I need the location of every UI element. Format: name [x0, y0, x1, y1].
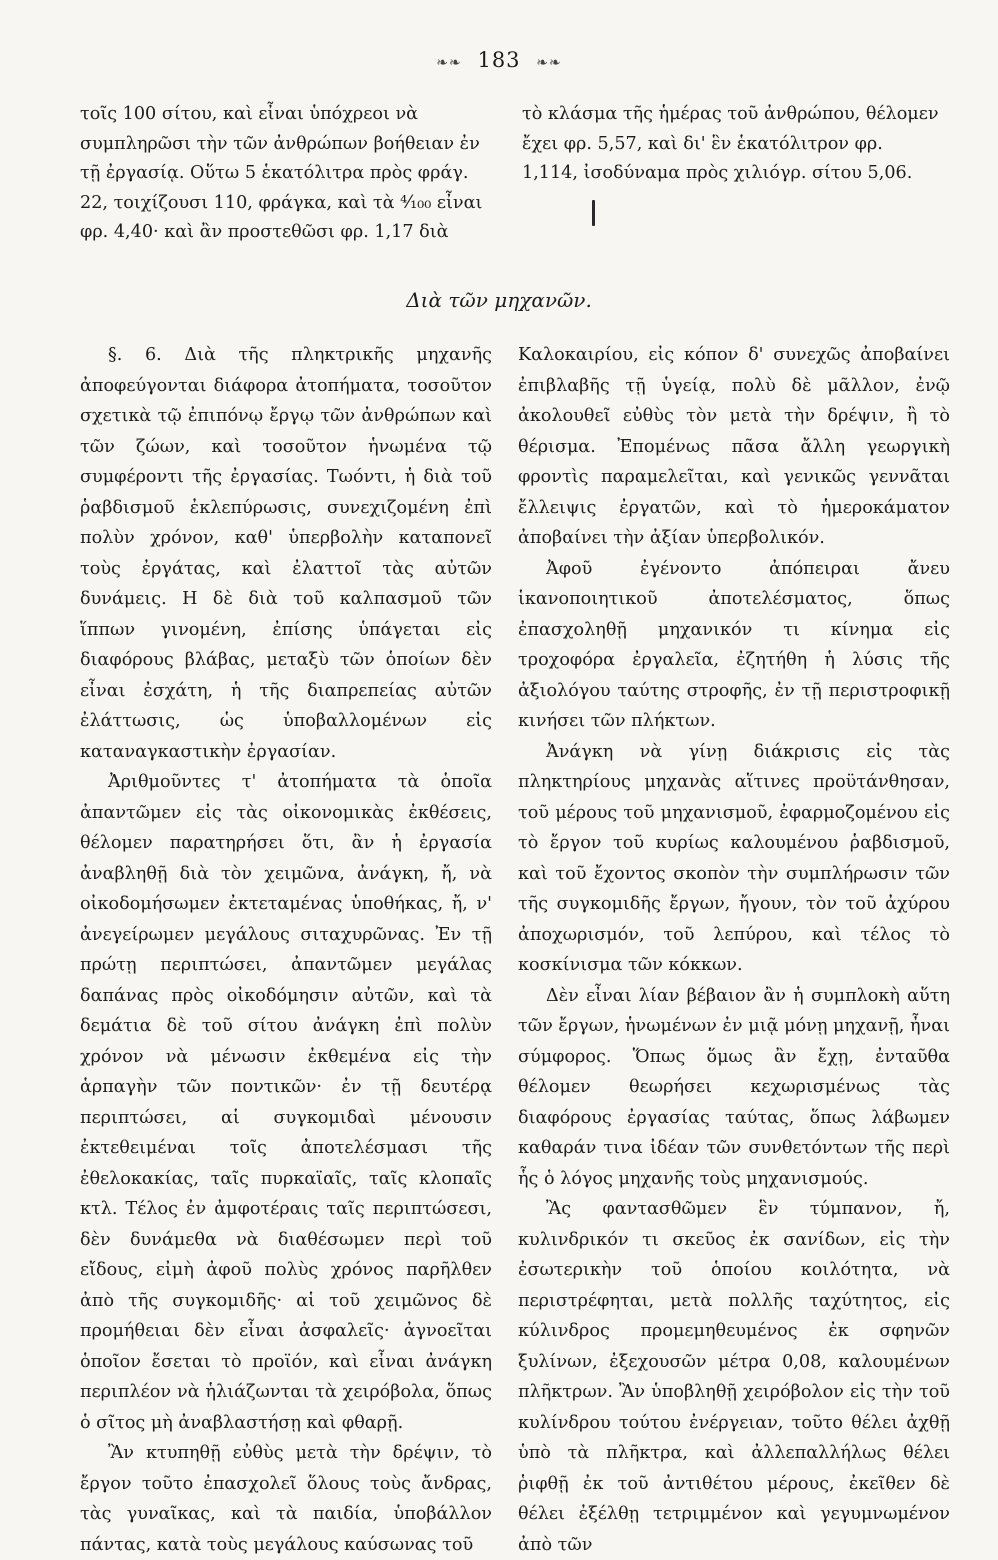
paragraph: Ἀφοῦ ἐγένοντο ἀπόπειραι ἄνευ ἱκανοποιητικοῦ ἀποτελέσματος, ὅπως ἐπασχοληθῇ μηχανικόν τι κίνημα εἰς τροχοφόρα ἐργαλεῖα, ἐζητήθη ἡ λύσις τῆς ἀξιολόγου ταύτης στροφῆς, ἐν τῇ περιστροφικῇ κινήσει τῶν πλήκτων. — [518, 558, 950, 731]
ornament-left: ❧❧ — [436, 55, 462, 71]
page-header — [0, 48, 998, 72]
paragraph: Ἂν κτυπηθῇ εὐθὺς μετὰ τὴν δρέψιν, τὸ ἔργον τοῦτο ἐπασχολεῖ ὅλους τοὺς ἄνδρας, τὰς γυναῖκας, καὶ τὰ παιδία, ὑποβάλλον πάντας, κατὰ τοὺς μεγάλους καύσωνας τοῦ — [80, 1443, 492, 1555]
ornament-right: ❧❧ — [536, 55, 562, 71]
paragraph: Ἀριθμοῦντες τ' ἀτοπήματα τὰ ὁποῖα ἀπαντῶμεν εἰς τὰς οἰκονομικὰς ἐκθέσεις, θέλομεν παρατηρήσει ὅτι, ἂν ἡ ἐργασία ἀναβληθῇ διὰ τὸν χειμῶνα, ἀνάγκη, ἤ, νὰ οἰκοδομήσωμεν ἐκτεταμένας ὑποθήκας, ἤ, ν' ἀνεγείρωμεν μεγάλους σιταχυρῶνας. Ἐν τῇ πρώτῃ περιπτώσει, ἀπαντῶμεν μεγάλας δαπάνας πρὸς οἰκοδόμησιν αὐτῶν, καὶ τὰ δεμάτια δὲ τοῦ σίτου ἀνάγκη ἐπὶ πολὺν χρόνον νὰ μένωσιν ἐκθεμένα εἰς τὴν ἁρπαγὴν τῶν ποντικῶν· ἐν τῇ δευτέρᾳ περιπτώσει, αἱ συγκομιδαὶ μένουσιν ἐκτεθειμέναι τοῖς ἀποτελέσμασι τῆς ἐθελοκακίας, ταῖς πυρκαϊαῖς, ταῖς κλοπαῖς κτλ. Τέλος ἐν ἀμφοτέραις ταῖς περιπτώσεσι, δὲν δυνάμεθα νὰ διαθέσωμεν περὶ τοῦ εἴδους, εἰμὴ ἀφοῦ πολὺς χρόνος παρῆλθεν ἀπὸ τῆς συγκομιδῆς· αἱ τοῦ χειμῶνος δὲ προμήθειαι δὲν εἶναι ἀσφαλεῖς· ἀγνοεῖται ὁποῖον ἔσεται τὸ προϊόν, καὶ εἶναι ἀνάγκη περιπλέον νὰ ἡλιάζωνται τὰ χειρόβολα, ὅπως ὁ σῖτος μὴ ἀναβλαστήσῃ καὶ φθαρῇ. — [80, 772, 492, 1433]
paragraph: Καλοκαιρίου, εἰς κόπον δ' συνεχῶς ἀποβαίνει ἐπιβλαβῆς τῇ ὑγείᾳ, πολὺ δὲ μᾶλλον, ἐνῷ ἀκολουθεῖ εὐθὺς τὸν μετὰ τὴν δρέψιν, ἢ τὸ θέρισμα. Ἐπομένως πᾶσα ἄλλη γεωργικὴ φροντὶς παραμελεῖται, καὶ γενικῶς γεννᾶται ἔλλειψις ἐργατῶν, καὶ τὸ ἡμεροκάματον ἀποβαίνει τὴν ἀξίαν ὑπερβολικόν. — [518, 345, 950, 548]
paragraph: Δὲν εἶναι λίαν βέβαιον ἂν ἡ συμπλοκὴ αὕτη τῶν ἔργων, ἡνωμένων ἐν μιᾷ μόνῃ μηχανῇ, ἦναι σύμφορος. Ὅπως ὅμως ἂν ἔχῃ, ἐνταῦθα θέλομεν θεωρήσει κεχωρισμένως τὰς διαφόρους ἐργασίας ταύτας, ὅπως λάβωμεν καθαράν τινα ἰδέαν τῶν συνθετόντων τῆς περὶ ἧς ὁ λόγος μηχανῆς τοὺς μηχανισμούς. — [518, 985, 950, 1189]
page-number: 183 — [477, 48, 521, 72]
right-column — [518, 340, 950, 1560]
ink-mark — [592, 200, 595, 226]
paragraph: τοῖς 100 σίτου, καὶ εἶναι ὑπόχρεοι νὰ συμπληρῶσι τὴν τῶν ἀνθρώπων βοήθειαν ἐν τῇ ἐργασίᾳ. Οὕτω 5 ἑκατόλιτρα πρὸς φράγ. 22, τοιχίζουσι 110, φράγκα, καὶ τὰ ⁴⁄₁₀₀ εἶναι φρ. 4,40· καὶ ἂν προστεθῶσι φρ. 1,17 διὰ — [80, 104, 483, 243]
top-left-column — [80, 100, 488, 248]
top-right-column — [522, 100, 944, 189]
paragraph: Ἀνάγκη νὰ γίνῃ διάκρισις εἰς τὰς πληκτηρίους μηχανὰς αἵτινες προϋτάνθησαν, τοῦ μέρους τοῦ μηχανισμοῦ, ἐφαρμοζομένου εἰς τὸ ἔργον τοῦ κυρίως καλουμένου ῥαβδισμοῦ, καὶ τοῦ ἔχοντος σκοπὸν τὴν συμπλήρωσιν τῶν τῆς συγκομιδῆς ἔργων, ἤγουν, τὸν τοῦ ἀχύρου ἀποχωρισμόν, τοῦ λεπύρου, καὶ τέλος τὸ κοσκίνισμα τῶν κόκκων. — [518, 741, 950, 975]
paragraph: τὸ κλάσμα τῆς ἡμέρας τοῦ ἀνθρώπου, θέλομεν ἔχει φρ. 5,57, καὶ δι' ἓν ἑκατόλιτρον φρ. 1,114, ἰσοδύναμα πρὸς χιλιόγρ. σίτου 5,06. — [522, 104, 939, 184]
paragraph: §. 6. Διὰ τῆς πληκτρικῆς μηχανῆς ἀποφεύγονται διάφορα ἀτοπήματα, τοσοῦτον σχετικὰ τῷ ἐπιπόνῳ ἔργῳ τῶν ἀνθρώπων καὶ τῶν ζώων, καὶ τοσοῦτον ἡνωμένα τῷ συμφέροντι τῆς ἐργασίας. Τωόντι, ἡ διὰ τοῦ ῥαβδισμοῦ ἐκλεπύρωσις, συνεχιζομένη ἐπὶ πολὺν χρόνον, καθ' ὑπερβολὴν καταπονεῖ τοὺς ἐργάτας, καὶ ἐλαττοῖ τὰς αὐτῶν δυνάμεις. Η δὲ διὰ τοῦ καλπασμοῦ τῶν ἵππων γινομένη, ἐπίσης ὑπάγεται εἰς διαφόρους βλάβας, μεταξὺ τῶν ὁποίων δὲν εἶναι ἐσχάτη, ἡ τῆς διαπρεπείας αὐτῶν ἐλάττωσις, ὡς ὑποβαλλομένων εἰς καταναγκαστικὴν ἐργασίαν. — [80, 345, 492, 762]
left-column — [80, 340, 492, 1560]
section-heading: Διὰ τῶν μηχανῶν. — [406, 288, 592, 312]
paragraph: Ἂς φαντασθῶμεν ἓν τύμπανον, ἤ, κυλινδρικόν τι σκεῦος ἐκ σανίδων, εἰς τὴν ἐσωτερικὴν τοῦ ὁποίου κοιλότητα, νὰ περιστρέφηται, μετὰ πολλῆς ταχύτητος, εἰς κύλινδρος προμεμηθευμένος ἐκ σφηνῶν ξυλίνων, ἐξεχουσῶν μέτρα 0,08, καλουμένων πλῆκτρων. Ἂν ὑποβληθῇ χειρόβολον εἰς τὴν τοῦ κυλίνδρου τούτου ἐνέργειαν, τοῦτο θέλει ἀχθῇ ὑπὸ τὰ πλῆκτρα, καὶ ἀλλεπαλλήλως θέλει ῥιφθῇ ἐκ τοῦ ἀντιθέτου μέρους, ἐκεῖθεν δὲ θέλει ἐξέλθῃ τετριμμένον καὶ γεγυμνωμένον ἀπὸ τῶν — [518, 1199, 950, 1555]
